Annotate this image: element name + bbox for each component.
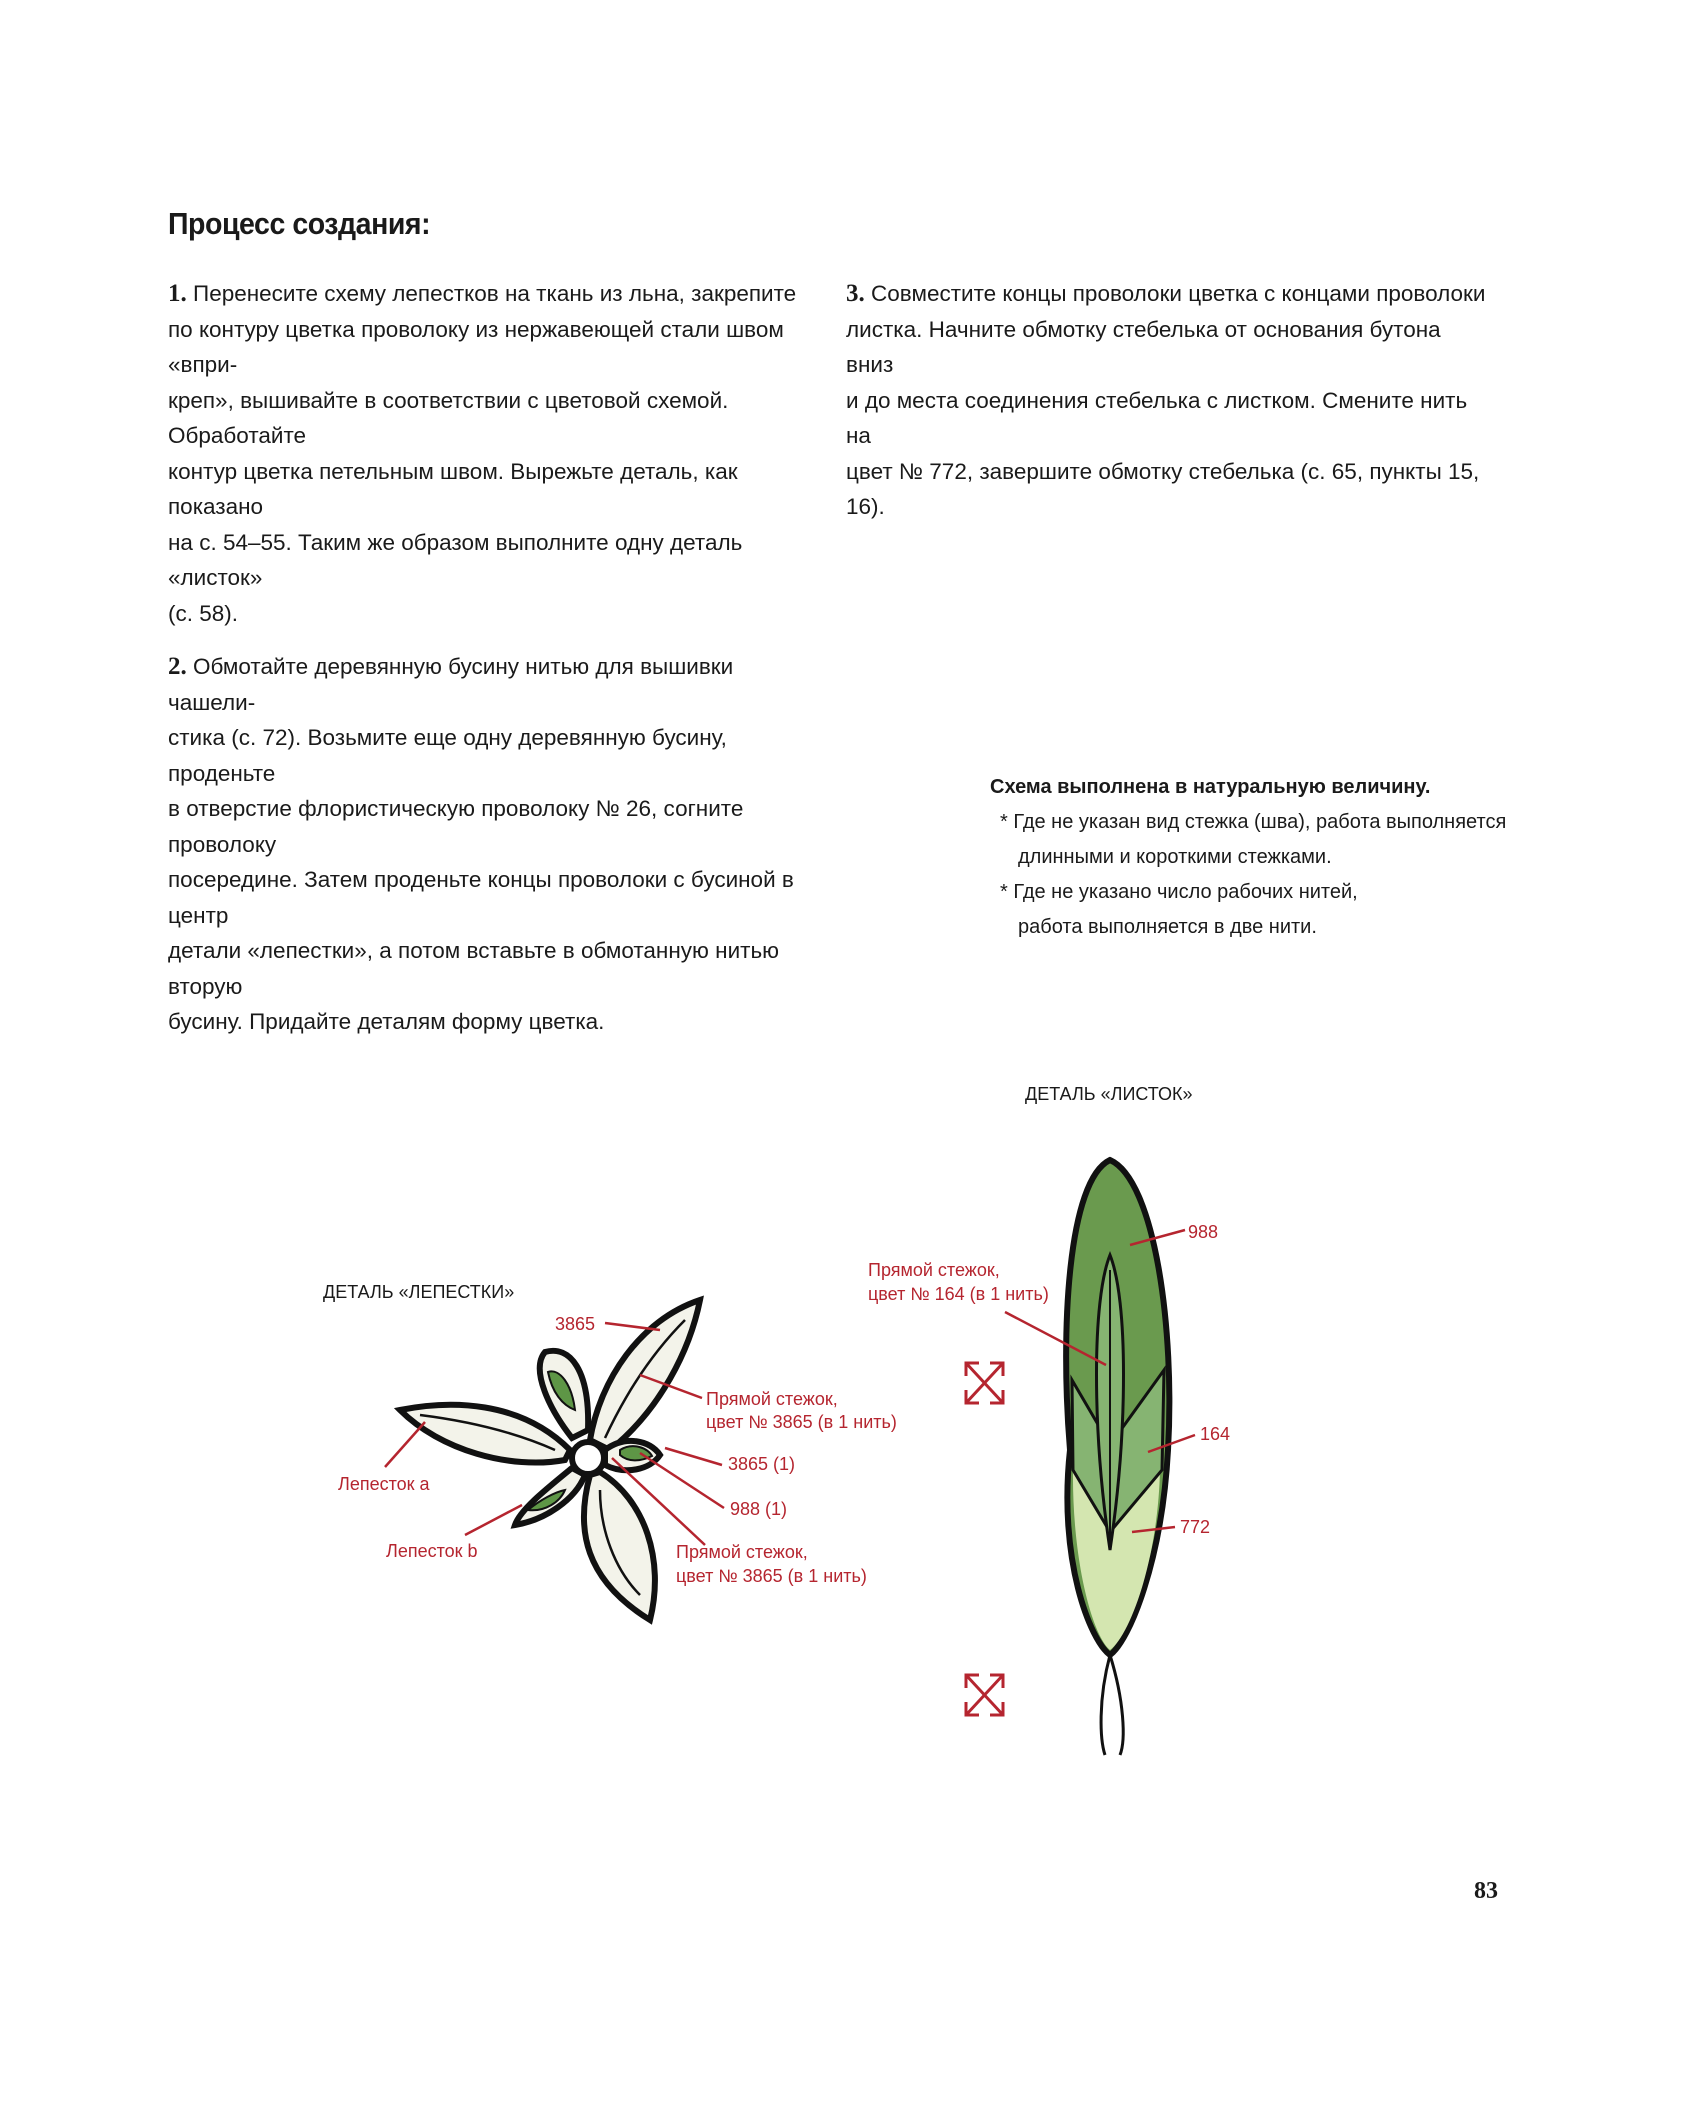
leaf-drawing — [1066, 1160, 1169, 1755]
petal-left — [400, 1405, 570, 1463]
expand-arrows-icon — [966, 1363, 1003, 1403]
label-straight-stitch-3865-a: Прямой стежок, — [706, 1389, 838, 1409]
label-straight-stitch-3865-b: цвет № 3865 (в 1 нить) — [676, 1566, 867, 1586]
leaf-title: ДЕТАЛЬ «ЛИСТОК» — [1025, 1084, 1193, 1104]
leaf-stem-wire — [1110, 1655, 1123, 1755]
petal-bottom — [584, 1472, 655, 1620]
step-3-number: 3. — [846, 280, 865, 307]
step-1-line: контур цветка петельным швом. Вырежьте деталь, как показано — [168, 458, 738, 519]
step-2-line: бусину. Придайте деталям форму цветка. — [168, 1009, 605, 1034]
notes-line: * Где не указано число рабочих нитей, — [1000, 881, 1358, 903]
step-2-line: стика (с. 72). Возьмите еще одну деревянную бусину, проденьте — [168, 725, 727, 786]
label-164: 164 — [1200, 1424, 1231, 1444]
label-straight-stitch-164: Прямой стежок, — [868, 1260, 1000, 1280]
step-2-line: посередине. Затем проденьте концы проволоки с бусиной в центр — [168, 867, 794, 928]
page-heading: Процесс создания: — [168, 206, 431, 241]
step-3-line: цвет № 772, завершите обмотку стебелька (с. 65, пункты 15, 16). — [846, 458, 1480, 519]
leaf-stem-wire — [1101, 1655, 1110, 1755]
label-straight-stitch-3865-a: цвет № 3865 (в 1 нить) — [706, 1412, 897, 1432]
step-2-line: детали «лепестки», а потом вставьте в обмотанную нитью вторую — [168, 938, 780, 999]
step-1-line: Перенесите схему лепестков на ткань из льна, закрепите — [193, 281, 797, 306]
step-2-line: в отверстие флористическую проволоку № 26, согните проволоку — [168, 796, 744, 857]
notes-line: длинными и короткими стежками. — [1018, 846, 1332, 868]
step-2-line: Обмотайте деревянную бусину нитью для вышивки чашели- — [168, 654, 734, 715]
label-988-1: 988 (1) — [730, 1499, 788, 1519]
notes-title: Схема выполнена в натуральную величину. — [990, 776, 1431, 798]
label-petal-b: Лепесток b — [386, 1541, 478, 1561]
label-772: 772 — [1180, 1517, 1211, 1537]
petals-drawing — [400, 1300, 700, 1620]
step-2-number: 2. — [168, 653, 187, 680]
leader-3865-1 — [665, 1448, 722, 1465]
step-1-line: (с. 58). — [168, 600, 239, 626]
notes-line: работа выполняется в две нити. — [1018, 916, 1317, 938]
step-1-line: по контуру цветка проволоку из нержавеющей стали швом «впри- — [168, 316, 784, 377]
label-petal-a: Лепесток a — [338, 1474, 430, 1494]
step-3-line: и до места соединения стебелька с листком. Смените нить на — [846, 387, 1468, 448]
petal-center — [572, 1442, 604, 1474]
label-3865: 3865 — [555, 1314, 596, 1334]
step-1-number: 1. — [168, 280, 187, 307]
label-3865-1: 3865 (1) — [728, 1454, 796, 1474]
label-988: 988 — [1188, 1222, 1219, 1242]
step-3-line: Совместите концы проволоки цветка с концами проволоки — [871, 281, 1486, 306]
label-straight-stitch-164: цвет № 164 (в 1 нить) — [868, 1284, 1049, 1304]
leader-petal-a — [385, 1422, 425, 1467]
step-3-line: листка. Начните обмотку стебелька от основания бутона вниз — [846, 316, 1441, 377]
page-number: 83 — [1474, 1878, 1498, 1904]
step-1-line: на с. 54–55. Таким же образом выполните одну деталь «листок» — [168, 529, 743, 590]
petals-title: ДЕТАЛЬ «ЛЕПЕСТКИ» — [323, 1282, 515, 1302]
notes-line: * Где не указан вид стежка (шва), работа выполняется — [1000, 811, 1507, 833]
step-1-line: креп», вышивайте в соответствии с цветовой схемой. Обработайте — [168, 387, 729, 448]
label-straight-stitch-3865-b: Прямой стежок, — [676, 1542, 808, 1562]
leader-petal-b — [465, 1505, 522, 1535]
expand-arrows-icon — [966, 1675, 1003, 1715]
